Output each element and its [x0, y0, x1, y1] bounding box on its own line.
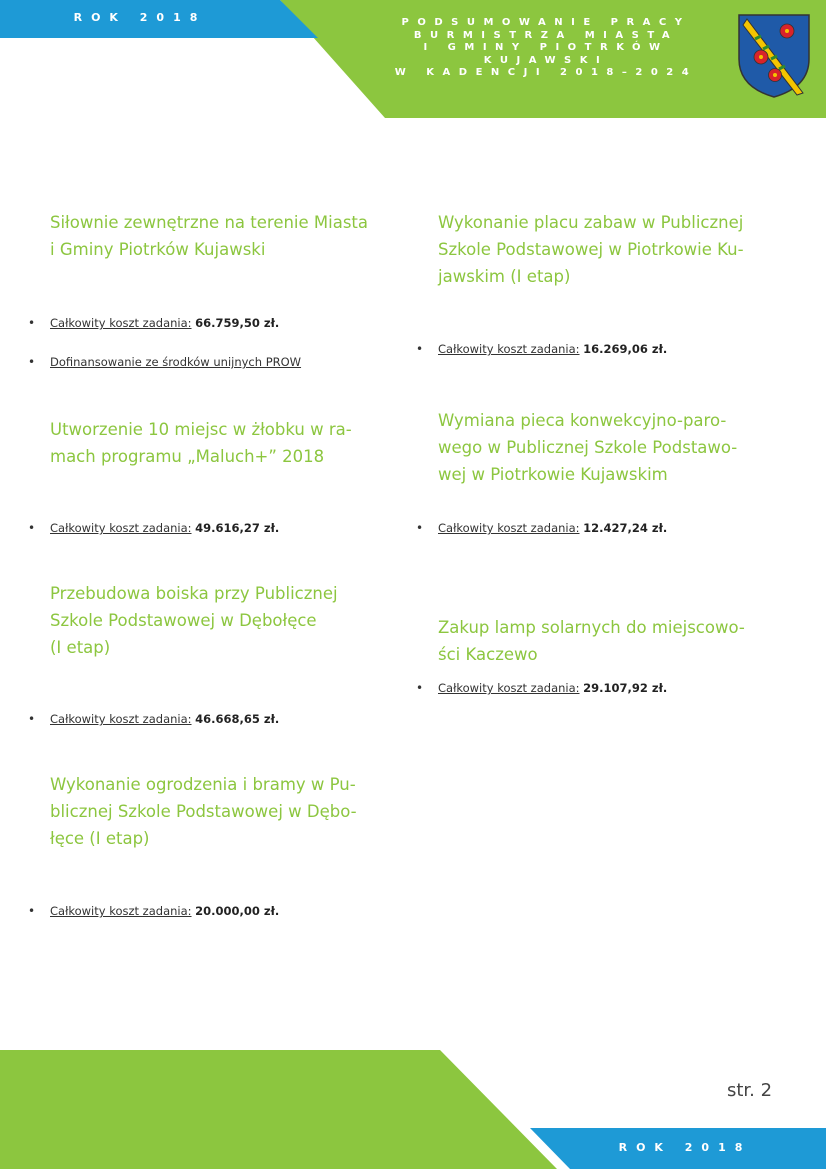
header-title: [386, 17, 706, 80]
task-title-line: wego w Publicznej Szkole Podstawo-: [438, 438, 738, 457]
bullet-dot-icon: •: [28, 904, 36, 918]
cost-label: Całkowity koszt zadania:: [50, 904, 192, 918]
task-title-fence: [50, 771, 357, 852]
cost-bullet: [28, 316, 280, 330]
task-title-line: Przebudowa boiska przy Publicznej: [50, 584, 338, 603]
header-year: ROK 2018: [73, 11, 207, 24]
cost-label: Całkowity koszt zadania:: [50, 521, 192, 535]
cost-bullet: [416, 342, 668, 356]
task-title-line: wej w Piotrkowie Kujawskim: [438, 465, 668, 484]
cost-label: Całkowity koszt zadania:: [438, 521, 580, 535]
bullet-dot-icon: •: [28, 355, 36, 369]
task-title-solar-lamps: [438, 614, 745, 668]
funding-bullet: [28, 355, 302, 369]
cost-label: Całkowity koszt zadania:: [438, 681, 580, 695]
bullet-dot-icon: •: [416, 342, 424, 356]
task-title-outdoor-gyms: [50, 209, 368, 263]
coat-of-arms-icon: [737, 13, 811, 99]
task-title-oven: [438, 407, 737, 488]
cost-amount: 49.616,27 zł.: [195, 521, 280, 535]
task-title-line: Wymiana pieca konwekcyjno-paro-: [438, 411, 727, 430]
cost-amount: 20.000,00 zł.: [195, 904, 280, 918]
bullet-dot-icon: •: [416, 681, 424, 695]
task-title-line: Wykonanie ogrodzenia i bramy w Pu-: [50, 775, 356, 794]
cost-amount: 16.269,06 zł.: [583, 342, 668, 356]
task-title-playground: [438, 209, 744, 290]
cost-bullet: [416, 521, 668, 535]
bullet-dot-icon: •: [28, 521, 36, 535]
task-title-line: łęce (I etap): [50, 829, 150, 848]
page-number: str. 2: [727, 1080, 773, 1101]
cost-amount: 12.427,24 zł.: [583, 521, 668, 535]
task-title-line: Szkole Podstawowej w Piotrkowie Ku-: [438, 240, 744, 259]
bullet-dot-icon: •: [28, 316, 36, 330]
bullet-dot-icon: •: [28, 712, 36, 726]
task-title-line: ści Kaczewo: [438, 645, 538, 664]
funding-label: Dofinansowanie ze środków unijnych PROW: [50, 355, 302, 369]
header-title-line: PODSUMOWANIE PRACY: [401, 17, 691, 28]
task-title-line: mach programu „Maluch+” 2018: [50, 447, 325, 466]
cost-label: Całkowity koszt zadania:: [50, 712, 192, 726]
task-title-line: Szkole Podstawowej w Dębołęce: [50, 611, 317, 630]
cost-bullet: [28, 712, 280, 726]
cost-amount: 66.759,50 zł.: [195, 316, 280, 330]
cost-bullet: [416, 681, 668, 695]
footer-green-band: [0, 1050, 557, 1169]
task-title-line: Siłownie zewnętrzne na terenie Miasta: [50, 213, 369, 232]
footer-year: ROK 2018: [618, 1141, 752, 1154]
task-title-pitch: [50, 580, 338, 661]
task-title-line: Wykonanie placu zabaw w Publicznej: [438, 213, 744, 232]
cost-label: Całkowity koszt zadania:: [50, 316, 192, 330]
bullet-dot-icon: •: [416, 521, 424, 535]
header-title-line: I GMINY PIOTRKÓW: [423, 42, 669, 53]
header-title-line: KUJAWSKI: [483, 54, 609, 66]
cost-bullet: [28, 521, 280, 535]
header-title-line: W KADENCJI 2018–2024: [394, 67, 698, 78]
cost-bullet: [28, 904, 280, 918]
task-title-line: Zakup lamp solarnych do miejscowo-: [438, 618, 745, 637]
task-title-line: blicznej Szkole Podstawowej w Dębo-: [50, 802, 357, 821]
task-title-line: jawskim (I etap): [438, 267, 571, 286]
header-title-line: BURMISTRZA MIASTA: [413, 29, 679, 41]
task-title-line: (I etap): [50, 638, 111, 657]
cost-label: Całkowity koszt zadania:: [438, 342, 580, 356]
task-title-line: i Gminy Piotrków Kujawski: [50, 240, 266, 259]
task-title-nursery: [50, 416, 352, 470]
task-title-line: Utworzenie 10 miejsc w żłobku w ra-: [50, 420, 352, 439]
cost-amount: 29.107,92 zł.: [583, 681, 668, 695]
cost-amount: 46.668,65 zł.: [195, 712, 280, 726]
